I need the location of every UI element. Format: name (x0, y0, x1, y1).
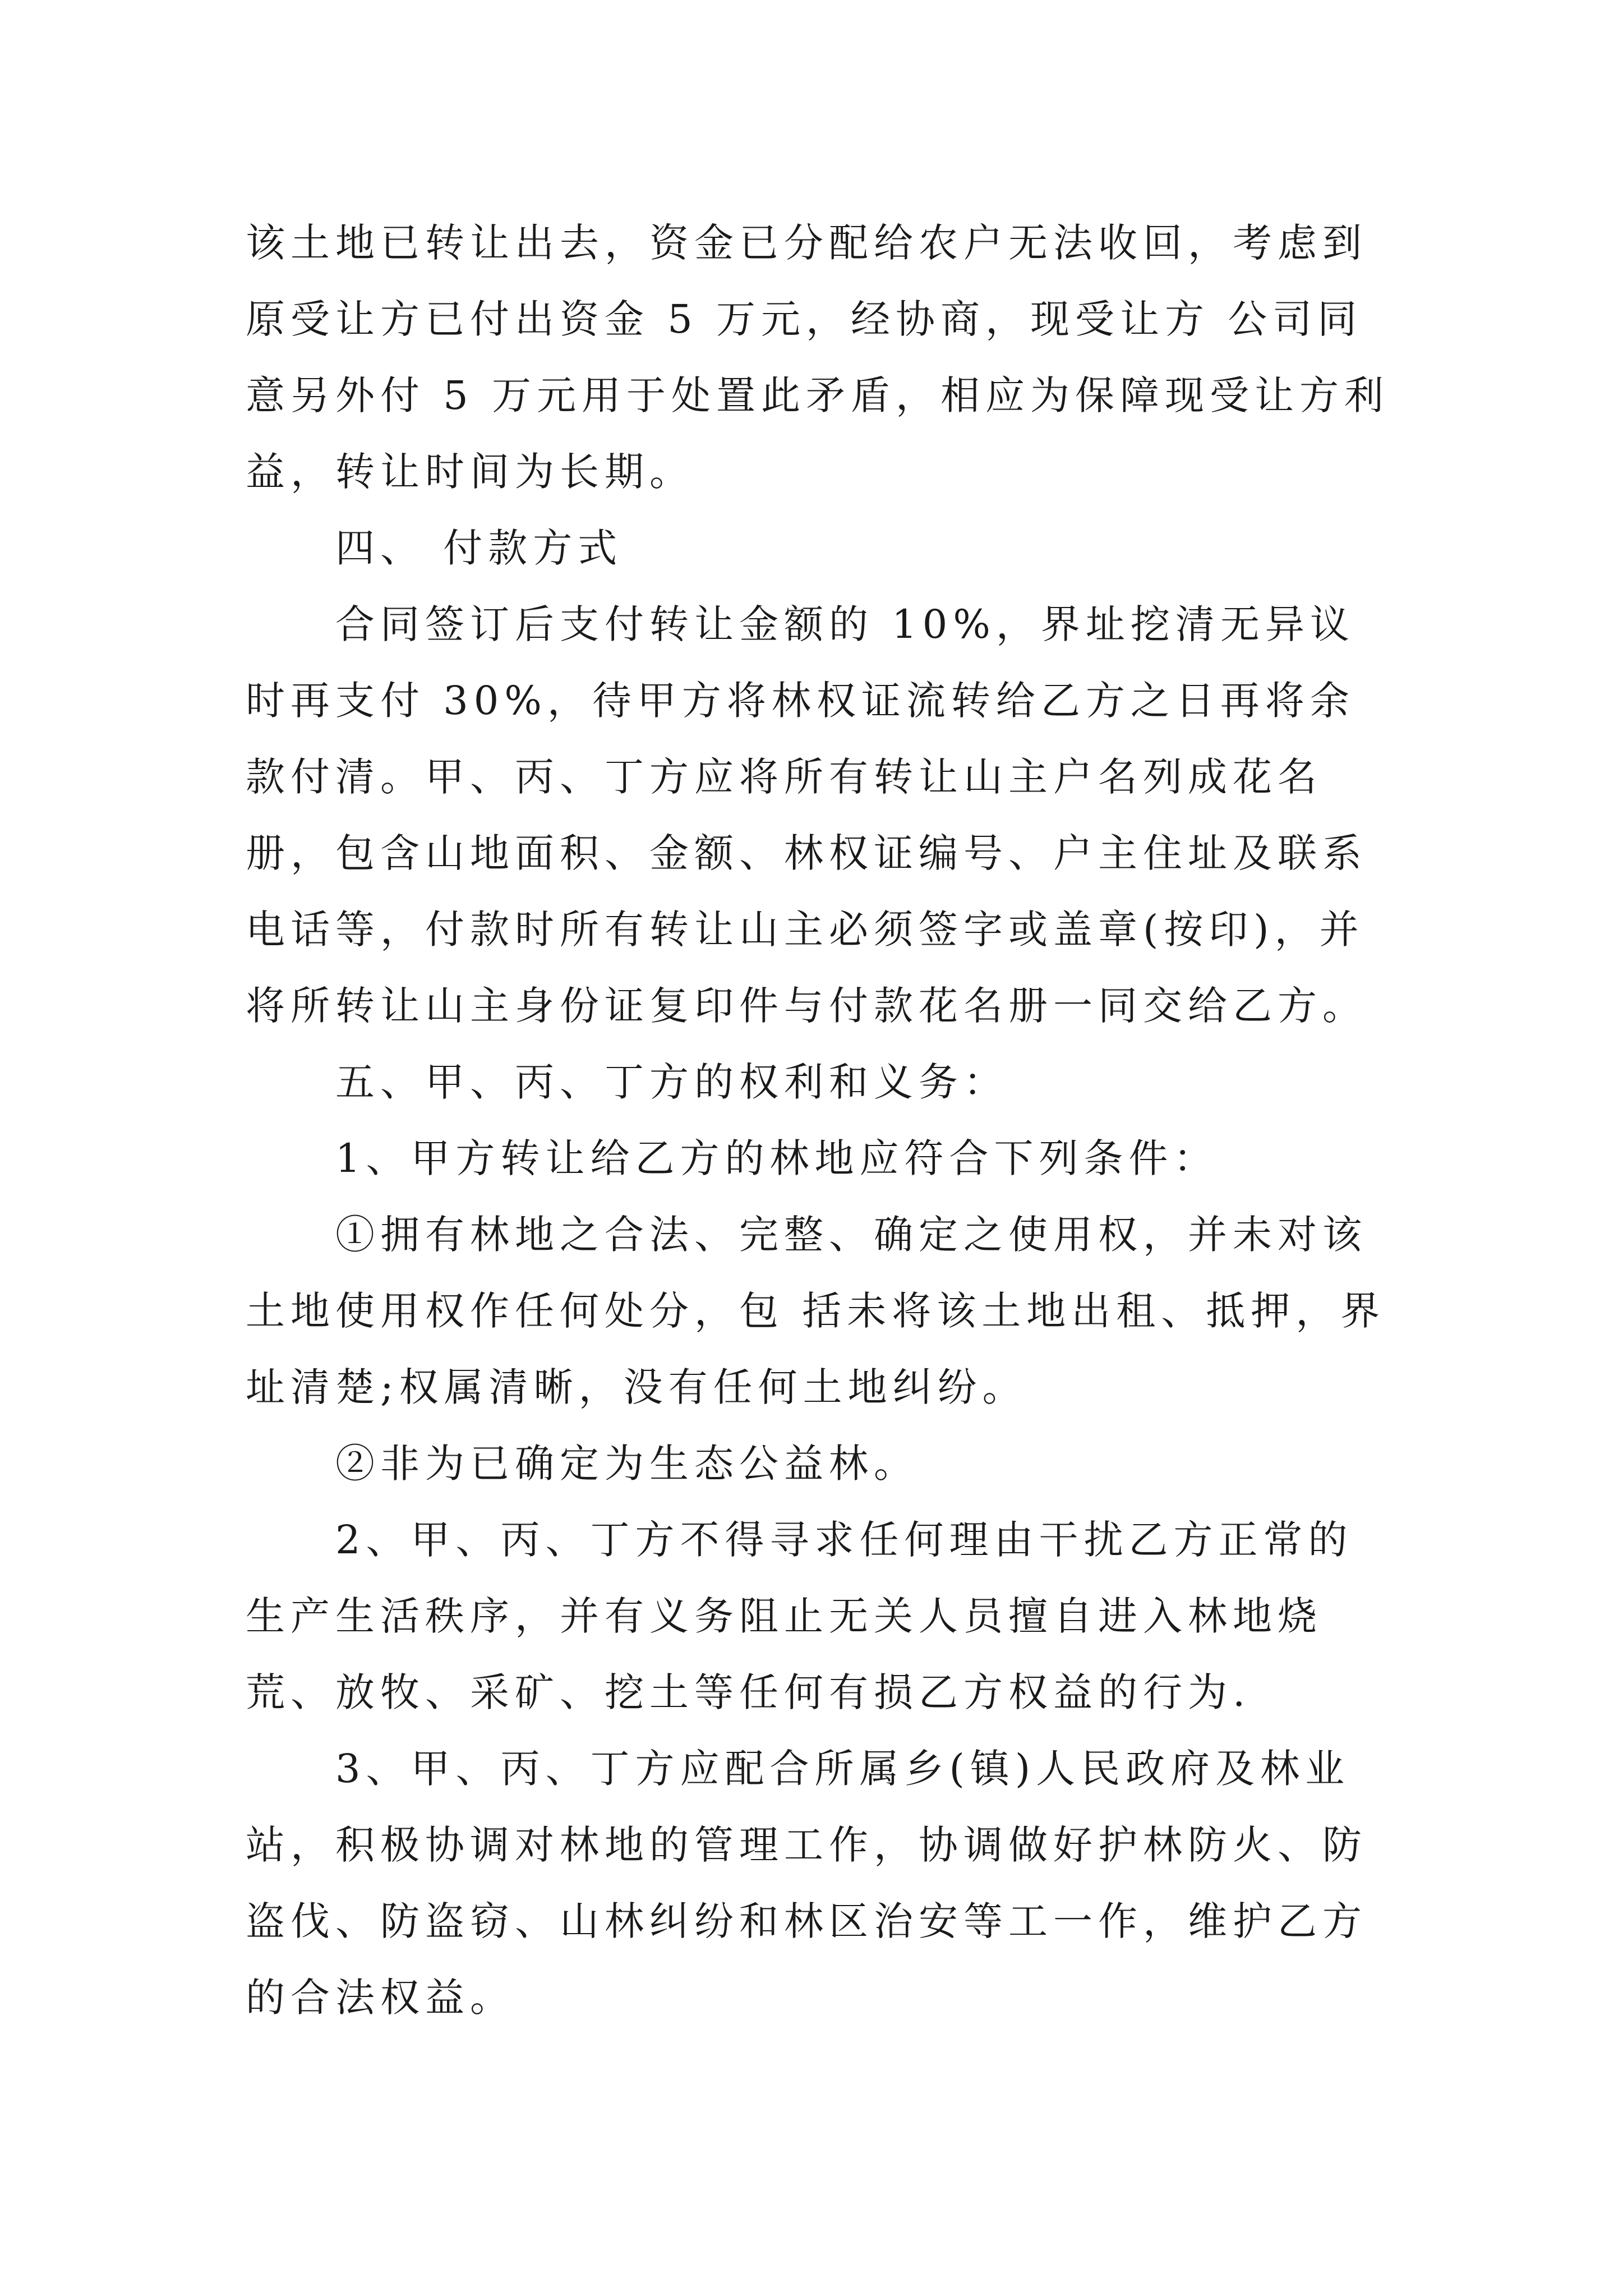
clause-1: 1、甲方转让给乙方的林地应符合下列条件： (335, 1135, 1219, 1181)
section-heading-5: 五、甲、丙、丁方的权利和义务： (335, 1059, 1008, 1105)
paragraph-payment-terms: 合同签订后支付转让金额的 10%，界址挖清无异议时再支付 30%，待甲方将林权证流转给乙方之日再将余款付清。甲、丙、丁方应将所有转让山主户名列成花名册，包含山地面积、金额、林权证编号、户主住址及联系电话等，付款时所有转让山主必须签字或盖章(按印)，并将所转让山主身份证复印件与付款花名册一同交给乙方。 (246, 601, 1367, 1029)
clause-1-item-1: ①拥有林地之合法、完整、确定之使用权，并未对该土地使用权作任何处分，包 括未将该土地出租、抵押，界址清楚;权属清晰，没有任何土地纠纷。 (246, 1212, 1386, 1410)
section-heading-4: 四、 付款方式 (335, 525, 623, 571)
clause-2: 2、甲、丙、丁方不得寻求任何理由干扰乙方正常的生产生活秩序，并有义务阻止无关人员擅自进入林地烧荒、放牧、采矿、挖土等任何有损乙方权益的行为. (246, 1517, 1353, 1715)
clause-3: 3、甲、丙、丁方应配合所属乡(镇)人民政府及林业站，积极协调对林地的管理工作，协调做好护林防火、防盗伐、防盗窃、山林纠纷和林区治安等工一作，维护乙方的合法权益。 (246, 1746, 1367, 2021)
paragraph-1: 该土地已转让出去，资金已分配给农户无法收回，考虑到原受让方已付出资金 5 万元，经协商，现受让方 公司同意另外付 5 万元用于处置此矛盾，相应为保障现受让方利益，转让时间为长期。 (246, 220, 1390, 495)
document-body (246, 205, 1390, 2036)
clause-1-item-2: ②非为已确定为生态公益林。 (335, 1441, 919, 1487)
